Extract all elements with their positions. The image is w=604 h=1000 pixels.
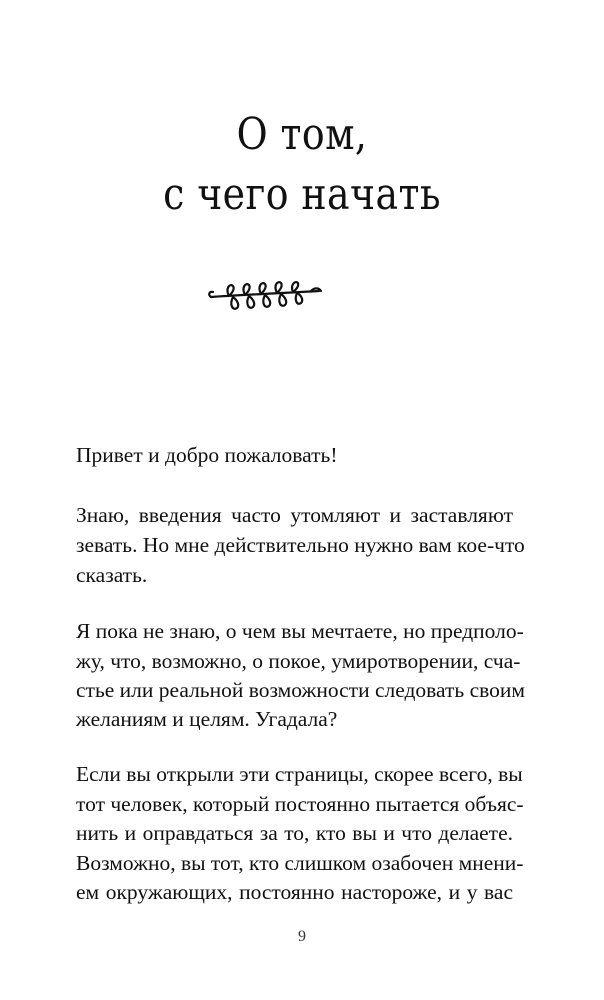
body-line: нить и оправдаться за то, кто вы и что делаете. [76,821,513,845]
body-line: ем окружающих, постоянно настороже, и у вас [76,880,513,904]
chapter-title-line-2: с чего начать [163,169,441,220]
body-line: тот человек, который постоянно пытается объяс- [76,792,524,816]
body-line: жу, что, возможно, о покое, умиротворении, сча- [76,649,521,673]
body-line: сказать. [76,563,148,587]
body-line: Я пока не знаю, о чем вы мечтаете, но предполо- [76,619,524,643]
body-line: желаниям и целям. Угадала? [76,707,338,731]
page-number: 9 [298,928,306,945]
body-line: Если вы открыли эти страницы, скорее всего, вы [76,762,523,786]
chapter-title-line-1: О том, [236,109,368,160]
leaf-branch-ornament-icon [207,277,325,321]
body-line: зевать. Но мне действительно нужно вам кое-что [76,533,525,557]
body-line: Знаю, введения часто утомляют и заставляют [76,503,513,527]
body-line: Возможно, вы тот, кто слишком озабочен мнени- [76,851,524,875]
body-line: Привет и добро пожаловать! [76,443,338,467]
body-line: стье или реальной возможности следовать своим [76,678,526,702]
